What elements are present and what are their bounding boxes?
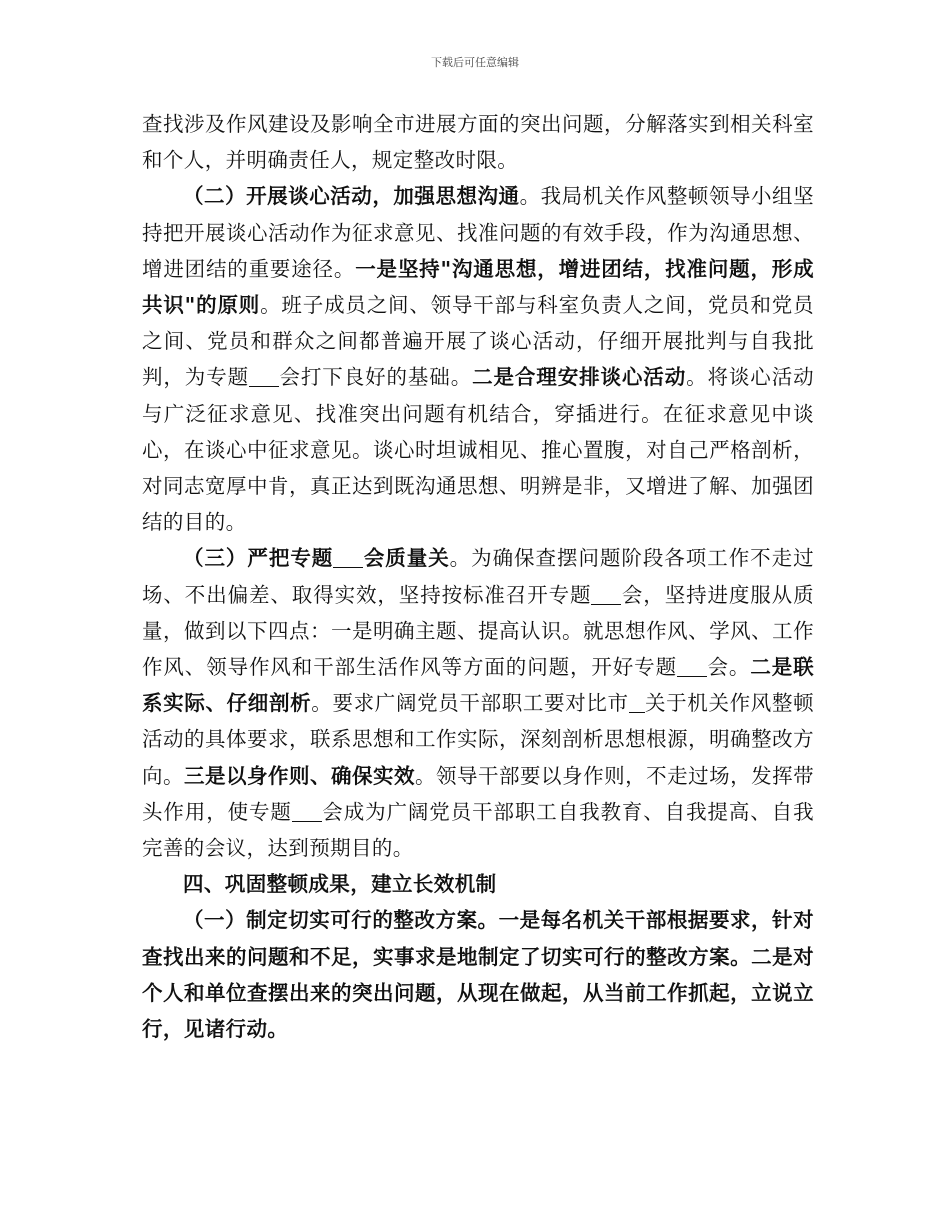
page-header: 下载后可任意编辑 [431, 56, 519, 69]
paragraph-text: （一）制定切实可行的整改方案。一是每名机关干部根据要求，针对查找出来的问题和不足，实事求是地制定了切实可行的整改方案。二是对个人和单位查摆出来的突出问题，从现在做起，从当前工作抓起，立说立行，见诸行动。 [142, 908, 814, 1042]
section-title-text: 四、巩固整顿成果，建立长效机制 [183, 872, 497, 897]
paragraph-text: 。班子成员之间、领导干部与科室负责人之间，党员和党员之间、党员和群众之间都普遍开展了谈心活动，仔细开展批判与自我批判，为专题 [142, 293, 814, 390]
paragraph-2 [142, 178, 814, 540]
paragraph-text: 。我局机关作风整顿领导小组坚持把开展谈心活动作为征求意见、找准问题的有效手段，作为沟通思想、增进团结的重要途径。 [142, 184, 814, 281]
blank-underline [629, 692, 645, 714]
blank-underline [333, 547, 363, 569]
paragraph-text: 。要求广阔党员干部职工要对比市 [311, 691, 629, 716]
bold-point: 三是以身作则、确保实效 [184, 763, 416, 788]
paragraph-text: 查找涉及作风建设及影响全市进展方面的突出问题，分解落实到相关科室和个人，并明确责任人，规定整改时限。 [142, 112, 814, 173]
bold-point: 一是坚持"沟通思想，增进团结，找准问题，形成共识"的原则 [142, 256, 814, 318]
paragraph-text: 会。 [707, 655, 751, 680]
bold-point: 二是合理安排谈心活动 [472, 365, 687, 390]
section-heading: （二）开展谈心活动，加强思想沟通 [183, 184, 520, 209]
paragraph-5 [142, 902, 814, 1047]
paragraph-text: 会，坚持进度服从质量，做到以下四点：一是明确主题、提高认识。就思想作风、学风、工作作风、领导作风和干部生活作风等方面的问题，开好专题 [142, 582, 814, 680]
paragraph-text: 。为确保查摆问题阶段各项工作不走过场、不出偏差、取得实效，坚持按标准召开专题 [142, 546, 814, 607]
blank-underline [292, 800, 322, 822]
blank-underline [677, 656, 707, 678]
document-body [142, 106, 814, 1047]
paragraph-1 [142, 106, 814, 178]
blank-underline [591, 583, 621, 605]
section-heading: （三）严把专题 [183, 546, 334, 571]
section-heading: 会质量关 [363, 546, 450, 571]
paragraph-text: 会成为广阔党员干部职工自我教育、自我提高、自我完善的会议，达到预期目的。 [142, 799, 814, 861]
paragraph-3 [142, 540, 814, 866]
section-title [142, 866, 814, 902]
paragraph-text: 会打下良好的基础。 [279, 365, 473, 390]
bold-point: 二是联系实际、仔细剖析 [142, 655, 815, 716]
paragraph-text: 。领导干部要以身作则，不走过场，发挥带头作用，使专题 [142, 763, 814, 824]
paragraph-text: 关于机关作风整顿活动的具体要求，联系思想和工作实际，深刻剖析思想根源，明确整改方向。 [142, 691, 815, 788]
paragraph-text: 。将谈心活动与广泛征求意见、找准突出问题有机结合，穿插进行。在征求意见中谈心，在谈心中征求意见。谈心时坦诚相见、推心置腹，对自己严格剖析，对同志宽厚中肯，真正达到既沟通思想、明辨是非，又增进了解、加强团结的目的。 [142, 365, 815, 535]
blank-underline [249, 366, 279, 388]
